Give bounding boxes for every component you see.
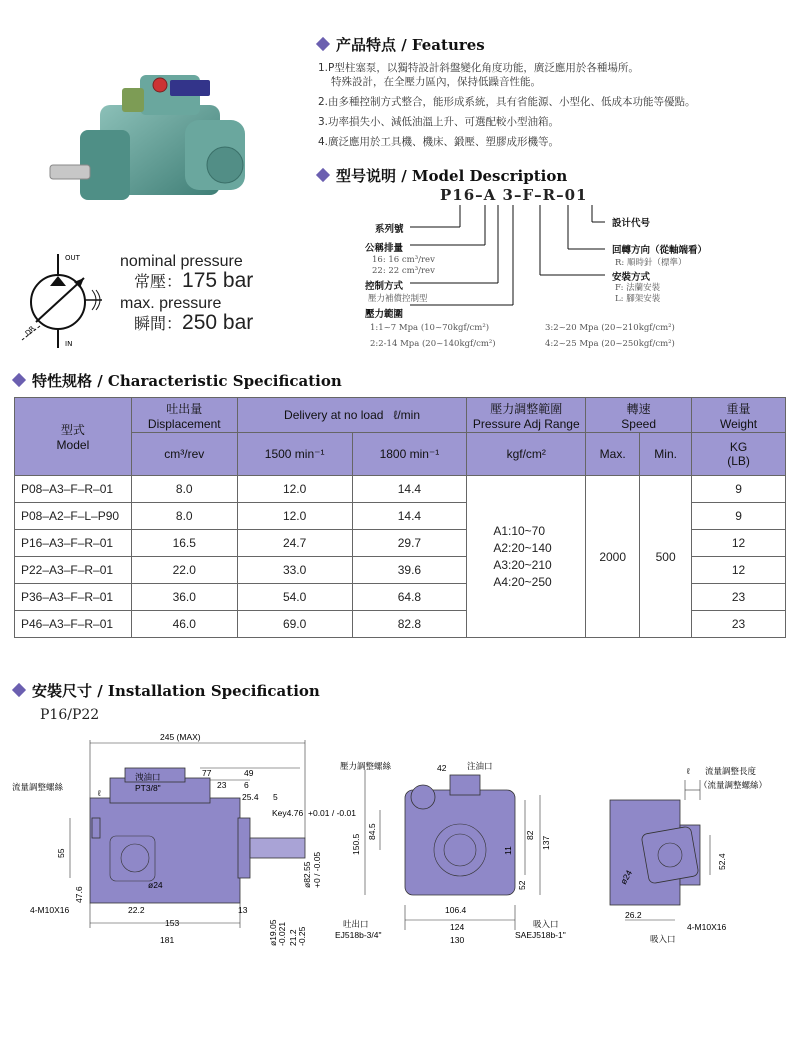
speed-min-value: 500 — [640, 476, 692, 638]
svg-text:流量調整長度: 流量調整長度 — [705, 766, 757, 776]
displacement-label: 公稱排量 — [365, 243, 404, 254]
front-view-drawing — [335, 755, 580, 950]
symbol-in-label: IN — [65, 340, 73, 348]
pump-photo — [40, 60, 270, 230]
table-row: P16–A3–F–R–01 16.5 24.7 29.7 12 — [15, 530, 786, 557]
max-cn: 瞬間： — [134, 316, 183, 333]
svg-text:84.5: 84.5 — [367, 823, 377, 840]
model-header: 型式 Model — [15, 398, 132, 476]
svg-text:106.4: 106.4 — [445, 905, 467, 915]
svg-text:49: 49 — [244, 768, 254, 778]
svg-text:5: 5 — [273, 792, 278, 802]
svg-text:ø19.05: ø19.05 — [268, 919, 278, 946]
svg-text:吐出口: 吐出口 — [343, 919, 369, 929]
pressure-unit: kgf/cm² — [467, 433, 586, 476]
svg-text:137: 137 — [541, 835, 551, 850]
features-list — [318, 60, 696, 151]
max-label: max. pressure — [120, 295, 222, 312]
speed-max-header: Max. — [586, 433, 640, 476]
rear-view-drawing — [595, 760, 795, 950]
svg-text:82: 82 — [525, 830, 535, 840]
pressure-range-label: 壓力範圍 — [365, 309, 404, 320]
symbol-dr-label: DR — [23, 324, 37, 338]
diamond-icon — [316, 37, 330, 51]
svg-text:130: 130 — [450, 935, 465, 945]
symbol-out-label: OUT — [65, 254, 80, 262]
svg-text:壓力調整螺絲: 壓力調整螺絲 — [340, 761, 392, 771]
rotation-label: 回轉方向（從軸端看） — [612, 245, 708, 256]
feature-item: 特殊設計，在全壓力區內，保持低躁音性能。 — [331, 76, 541, 88]
nominal-cn: 常壓： — [134, 274, 183, 291]
svg-text:11: 11 — [503, 846, 513, 855]
series-label: 系列號 — [375, 224, 404, 235]
svg-text:ø24: ø24 — [148, 880, 163, 890]
svg-text:245 (MAX): 245 (MAX) — [160, 732, 201, 742]
diamond-icon — [316, 168, 330, 182]
svg-text:23: 23 — [217, 780, 227, 790]
svg-text:77: 77 — [202, 768, 212, 778]
svg-text:6: 6 — [244, 780, 249, 790]
svg-text:55: 55 — [56, 848, 66, 858]
speed-min-header: Min. — [640, 433, 692, 476]
svg-text:153: 153 — [165, 918, 180, 928]
svg-text:EJ518b-3/4": EJ518b-3/4" — [335, 930, 382, 940]
spec-table — [14, 397, 786, 638]
feature-item: 3.功率損失小、減低油溫上升、可選配較小型油箱。 — [318, 116, 560, 128]
svg-text:-0.25: -0.25 — [297, 926, 307, 946]
svg-text:+0 / -0.05: +0 / -0.05 — [312, 851, 322, 888]
model-code: P16–A 3–F–R–01 — [440, 186, 588, 204]
svg-text:124: 124 — [450, 922, 465, 932]
displacement-header: 吐出量 Displacement — [131, 398, 237, 433]
svg-text:47.6: 47.6 — [74, 886, 84, 903]
weight-header: 重量 Weight — [692, 398, 786, 433]
svg-text:150.5: 150.5 — [351, 833, 361, 855]
svg-text:26.2: 26.2 — [625, 910, 642, 920]
nominal-label: nominal pressure — [120, 253, 243, 270]
displacement-options: 16: 16 cm³/rev 22: 22 cm³/rev — [372, 255, 435, 276]
diamond-icon — [12, 683, 26, 697]
svg-text:25.4: 25.4 — [242, 792, 259, 802]
rpm-1800: 1800 min⁻¹ — [352, 433, 467, 476]
table-row: P36–A3–F–R–01 36.0 54.0 64.8 23 — [15, 584, 786, 611]
svg-text:181: 181 — [160, 935, 175, 945]
model-desc-title: 型号说明 / Model Description — [318, 165, 567, 186]
nominal-value: 175 bar — [182, 269, 254, 292]
svg-text:52: 52 — [517, 880, 527, 890]
svg-text:21.2: 21.2 — [288, 929, 298, 946]
svg-text:ø24: ø24 — [618, 868, 635, 886]
svg-text:洩油口: 洩油口 — [135, 772, 161, 782]
svg-text:PT3/8": PT3/8" — [135, 783, 161, 793]
spec-title: 特性规格 / Characteristic Specification — [14, 370, 342, 391]
svg-text:Key4.76: Key4.76 — [272, 808, 304, 818]
feature-item: 2.由多種控制方式整合，能形成系統，具有省能源、小型化、低成本功能等優點。 — [318, 96, 696, 108]
max-value: 250 bar — [182, 311, 254, 334]
svg-text:ℓ: ℓ — [98, 788, 101, 798]
delivery-header: Delivery at no load ℓ/min — [237, 398, 467, 433]
mounting-options: F: 法蘭安裝 L: 腳架安裝 — [615, 283, 661, 304]
svg-text:4-M10X16: 4-M10X16 — [30, 905, 70, 915]
svg-text:+0.01 / -0.01: +0.01 / -0.01 — [308, 808, 356, 818]
install-subtitle: P16/P22 — [40, 707, 100, 723]
rpm-1500: 1500 min⁻¹ — [237, 433, 352, 476]
mounting-label: 安裝方式 — [612, 272, 651, 283]
svg-text:吸入口: 吸入口 — [533, 919, 559, 929]
weight-unit: KG (LB) — [692, 433, 786, 476]
speed-header: 轉速 Speed — [586, 398, 692, 433]
svg-text:SAEJ518b-1": SAEJ518b-1" — [515, 930, 566, 940]
table-row: P46–A3–F–R–01 46.0 69.0 82.8 23 — [15, 611, 786, 638]
diamond-icon — [12, 373, 26, 387]
rotation-option: R: 順時針（標準） — [615, 258, 687, 268]
feature-item: 1.P型柱塞泵，以獨特設計斜盤變化角度功能，廣泛應用於各種場所。 — [318, 62, 639, 74]
install-title: 安裝尺寸 / Installation Specification — [14, 680, 320, 701]
svg-text:吸入口: 吸入口 — [650, 934, 676, 944]
svg-text:13: 13 — [238, 905, 248, 915]
svg-text:4-M10X16: 4-M10X16 — [687, 922, 727, 932]
table-row: P08–A2–F–L–P90 8.0 12.0 14.4 9 — [15, 503, 786, 530]
svg-text:注油口: 注油口 — [467, 761, 493, 771]
svg-text:（流量調整螺絲）: （流量調整螺絲） — [699, 780, 768, 790]
svg-text:42: 42 — [437, 763, 447, 773]
svg-text:52.4: 52.4 — [717, 853, 727, 870]
control-label: 控制方式 — [365, 281, 404, 292]
svg-text:流量調整螺絲: 流量調整螺絲 — [12, 782, 64, 792]
design-code-label: 設计代号 — [612, 218, 651, 229]
pressure-range-options: 1:1~7 Mpa (10~70kgf/cm²) 3:2~20 Mpa (20~210kgf/cm²) 2:2-14 Mpa (20~140kgf/cm²) 4:2~25 Mpa (20~250kgf/cm²) — [370, 323, 675, 349]
svg-text:ø82.55: ø82.55 — [302, 861, 312, 888]
table-row: P22–A3–F–R–01 22.0 33.0 39.6 12 — [15, 557, 786, 584]
table-row: P08–A3–F–R–01 8.0 12.0 14.4 A1:10~70 A2:20~140 A3:20~210 A4:20~250 2000 500 9 — [15, 476, 786, 503]
svg-text:ℓ: ℓ — [687, 766, 690, 776]
disp-unit: cm³/rev — [131, 433, 237, 476]
svg-text:-0.021: -0.021 — [277, 921, 287, 946]
svg-text:22.2: 22.2 — [128, 905, 145, 915]
feature-item: 4.廣泛應用於工具機、機床、鍛壓、塑膠成形機等。 — [318, 136, 560, 148]
speed-max-value: 2000 — [586, 476, 640, 638]
pressure-info — [120, 253, 253, 335]
pressure-header: 壓力調整範圍 Pressure Adj Range — [467, 398, 586, 433]
pressure-ranges-cell: A1:10~70 A2:20~140 A3:20~210 A4:20~250 — [467, 476, 586, 638]
control-option: 壓力補償控制型 — [368, 294, 428, 304]
features-title: 产品特点 / Features — [318, 34, 485, 55]
hydraulic-symbol — [10, 250, 110, 350]
